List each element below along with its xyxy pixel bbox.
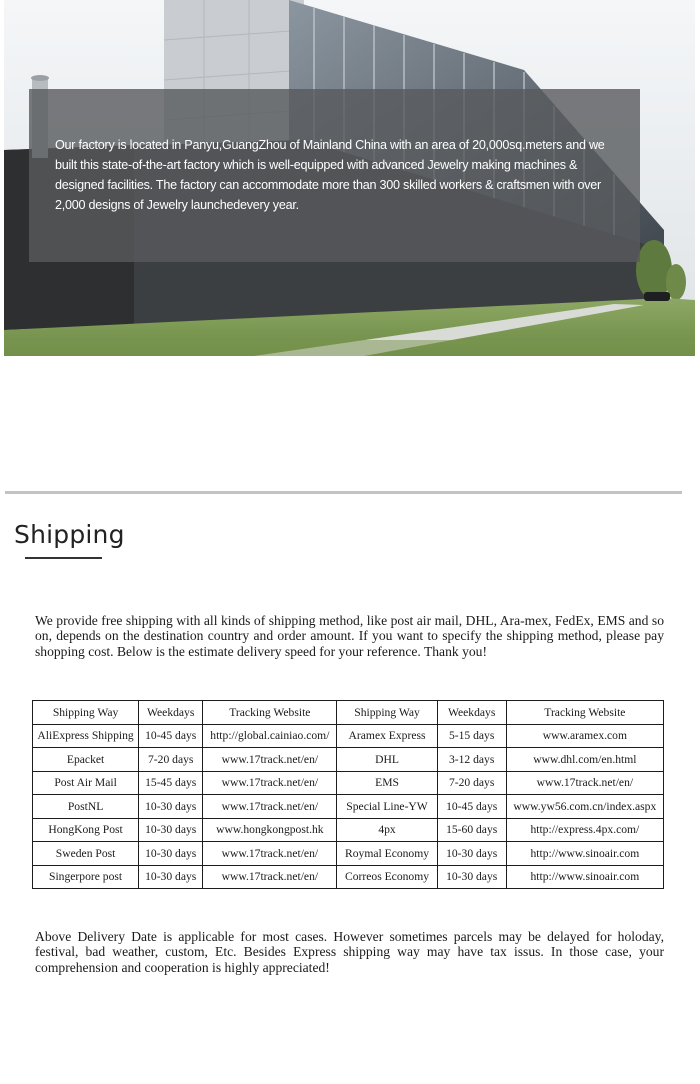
factory-description: Our factory is located in Panyu,GuangZhou of Mainland China with an area of 20,000sq.meters and we built this state-of-the-art factory which is well-equipped with advanced Jewelry making machines & designed facilities. The factory can accommodate more than 300 skilled workers & craftsmen with over 2,000 designs of Jewelry launchedevery year.: [55, 138, 605, 212]
table-cell: 10-45 days: [437, 795, 506, 819]
table-header-cell: Weekdays: [437, 701, 506, 725]
table-cell: www.17track.net/en/: [203, 865, 337, 889]
table-cell: www.17track.net/en/: [203, 795, 337, 819]
table-cell: Sweden Post: [33, 842, 139, 866]
table-header-cell: Weekdays: [139, 701, 203, 725]
table-cell: 7-20 days: [437, 771, 506, 795]
table-cell: EMS: [337, 771, 437, 795]
table-cell: www.17track.net/en/: [506, 771, 663, 795]
table-cell: DHL: [337, 748, 437, 772]
table-cell: www.dhl.com/en.html: [506, 748, 663, 772]
table-cell: 3-12 days: [437, 748, 506, 772]
shipping-table: [32, 700, 664, 889]
table-cell: Correos Economy: [337, 865, 437, 889]
table-row: [33, 865, 664, 889]
table-cell: 10-30 days: [139, 865, 203, 889]
table-header-row: [33, 701, 664, 725]
table-cell: Roymal Economy: [337, 842, 437, 866]
table-header-cell: Tracking Website: [203, 701, 337, 725]
table-row: [33, 795, 664, 819]
table-header-cell: Shipping Way: [337, 701, 437, 725]
table-cell: 15-60 days: [437, 818, 506, 842]
table-cell: 10-30 days: [437, 865, 506, 889]
shipping-intro-paragraph: We provide free shipping with all kinds of shipping method, like post air mail, DHL, Ara-mex, FedEx, EMS and so on, depends on the destination country and order amount. If you want to specify the shipping method, please pay shopping cost. Below is the estimate delivery speed for your reference. Thank you!: [35, 613, 664, 659]
table-cell: 10-30 days: [139, 818, 203, 842]
section-divider: [5, 491, 682, 494]
table-cell: www.17track.net/en/: [203, 748, 337, 772]
table-cell: 4px: [337, 818, 437, 842]
table-cell: www.17track.net/en/: [203, 771, 337, 795]
table-cell: http://global.cainiao.com/: [203, 724, 337, 748]
table-cell: www.17track.net/en/: [203, 842, 337, 866]
table-cell: www.aramex.com: [506, 724, 663, 748]
table-cell: 10-30 days: [437, 842, 506, 866]
table-cell: 10-30 days: [139, 842, 203, 866]
table-cell: http://express.4px.com/: [506, 818, 663, 842]
table-cell: Post Air Mail: [33, 771, 139, 795]
table-cell: www.yw56.com.cn/index.aspx: [506, 795, 663, 819]
table-row: [33, 724, 664, 748]
table-cell: Special Line-YW: [337, 795, 437, 819]
table-cell: http://www.sinoair.com: [506, 865, 663, 889]
table-row: [33, 818, 664, 842]
table-cell: 7-20 days: [139, 748, 203, 772]
table-cell: Aramex Express: [337, 724, 437, 748]
shipping-title-underline: [25, 557, 102, 559]
table-row: [33, 771, 664, 795]
table-cell: 10-45 days: [139, 724, 203, 748]
table-cell: HongKong Post: [33, 818, 139, 842]
table-cell: Epacket: [33, 748, 139, 772]
table-cell: 10-30 days: [139, 795, 203, 819]
table-cell: http://www.sinoair.com: [506, 842, 663, 866]
table-cell: PostNL: [33, 795, 139, 819]
table-header-cell: Shipping Way: [33, 701, 139, 725]
table-header-cell: Tracking Website: [506, 701, 663, 725]
table-cell: Singerpore post: [33, 865, 139, 889]
table-cell: AliExpress Shipping: [33, 724, 139, 748]
table-row: [33, 842, 664, 866]
shipping-title: Shipping: [14, 520, 125, 549]
factory-caption-box: [29, 89, 640, 262]
table-cell: www.hongkongpost.hk: [203, 818, 337, 842]
table-cell: 15-45 days: [139, 771, 203, 795]
factory-banner: [4, 0, 695, 356]
table-row: [33, 748, 664, 772]
delivery-note-paragraph: Above Delivery Date is applicable for most cases. However sometimes parcels may be delayed for holoday, festival, bad weather, custom, Etc. Besides Express shipping way may have tax issus. In those case, your comprehension and cooperation is highly appreciated!: [35, 929, 664, 975]
table-cell: 5-15 days: [437, 724, 506, 748]
